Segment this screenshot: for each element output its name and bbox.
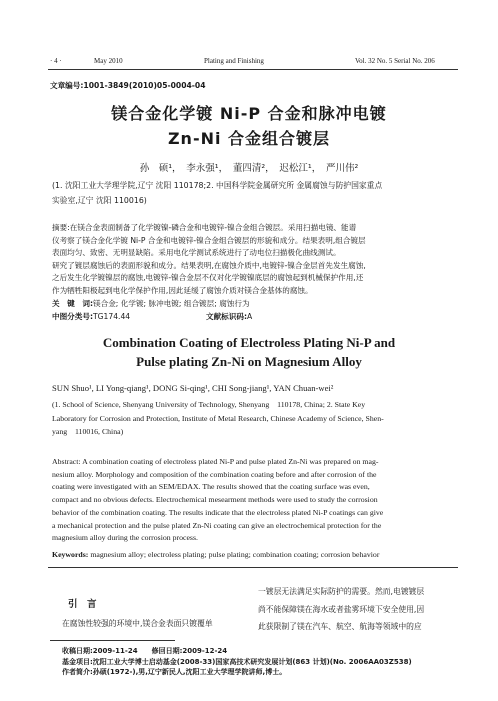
keywords-en-label: Keywords: bbox=[52, 550, 89, 559]
abstract-cn bbox=[52, 222, 366, 298]
journal-name: Plating and Finishing bbox=[204, 57, 264, 65]
abstract-cn-line: 作为牺牲阳极起到电化学保护作用,因此延缓了腐蚀介质对镁合金基体的腐蚀。 bbox=[52, 285, 313, 295]
intro-right-text bbox=[258, 583, 424, 636]
clc-label: 中图分类号: bbox=[52, 312, 94, 321]
abstract-en-line: compact and no obvious defects. Electrochemical mesearment methods were used to study the corrosion bbox=[52, 495, 378, 505]
affiliation-en-line: Laboratory for Corrosion and Protection, Institute of Metal Research, Chinese Academy of Science, Shen- bbox=[52, 413, 384, 423]
abstract-cn-line: 研究了镀层腐蚀后的表面形貌和成分。结果表明,在腐蚀介质中,电镀锌-镍合金层首先发生腐蚀, bbox=[52, 260, 366, 270]
footnote-rule bbox=[50, 640, 175, 641]
abstract-cn-line: 摘要:在镁合金表面制备了化学镀镍-磷合金和电镀锌-镍合金组合镀层。采用扫描电镜、能谱 bbox=[52, 223, 357, 232]
abstract-cn-line: 表面均匀、致密、无明显缺陷。采用电化学测试系统进行了动电位扫描极化曲线测试。 bbox=[52, 248, 341, 258]
abstract-en-line: nesium alloy. Morphology and composition of the combination coating before and after corrosion of the bbox=[52, 469, 377, 479]
keywords-cn bbox=[52, 298, 250, 309]
document-code-value: A bbox=[247, 312, 253, 321]
affiliation-en-line: (1. School of Science, Shenyang University of Technology, Shenyang 110178, China; 2. State Key bbox=[52, 400, 366, 409]
abstract-cn-line: 仪考察了镁合金化学镀 Ni-P 合金和电镀锌-镍合金组合镀层的形貌和成分。结果表明,组合镀层 bbox=[52, 235, 366, 245]
section-rule bbox=[48, 567, 458, 568]
clc-value: TG174.44 bbox=[93, 312, 131, 321]
affiliation-cn-line1: (1. 沈阳工业大学理学院,辽宁 沈阳 110178;2. 中国科学院金属研究所 金属腐蚀与防护国家重点 bbox=[52, 181, 383, 190]
authors-cn: 孙 硕¹， 李永强¹， 董四清²， 迟松江¹， 严川伟² bbox=[139, 163, 359, 174]
intro-right-line: 尚不能保障镁在海水或者盐雾环境下安全使用,因 bbox=[258, 604, 425, 614]
keywords-en-text: magnesium alloy; electroless plating; pulse plating; combination coating; corrosion behavior bbox=[90, 550, 380, 559]
volume-info: Vol. 32 No. 5 Serial No. 206 bbox=[355, 57, 435, 65]
abstract-en-line: behavior of the combination coating. The results indicate that the electroless plated Ni-P coatings can give bbox=[52, 507, 384, 517]
abstract-cn-line: 之后发生化学镀镍层的腐蚀,电镀锌-镍合金层不仅对化学镀镍底层的腐蚀起到机械保护作用,还 bbox=[52, 273, 364, 283]
header-rule bbox=[48, 69, 458, 70]
intro-heading: 引 言 bbox=[68, 599, 97, 610]
footnote-author: 作者简介:孙硕(1972-),男,辽宁新民人,沈阳工业大学理学院讲师,博士。 bbox=[62, 668, 287, 676]
page-number: · 4 · bbox=[50, 57, 62, 65]
footnote-dates: 收稿日期:2009-11-24 修回日期:2009-12-24 bbox=[62, 647, 228, 655]
document-code bbox=[206, 311, 252, 322]
title-en-line1: Combination Coating of Electroless Plating Ni-P and bbox=[102, 335, 396, 350]
affiliation-en bbox=[52, 398, 384, 439]
document-code-label: 文献标识码: bbox=[206, 312, 248, 321]
intro-left-text: 在腐蚀性较强的环境中,镁合金表面只镀覆单 bbox=[62, 619, 213, 628]
footnotes bbox=[62, 646, 412, 678]
title-cn-line2: Zn-Ni 合金组合镀层 bbox=[167, 129, 331, 148]
abstract-en bbox=[52, 456, 383, 545]
keywords-cn-text: 镁合金; 化学镀; 脉冲电镀; 组合镀层; 腐蚀行为 bbox=[93, 299, 250, 308]
intro-right-line: 一镀层无法满足实际防护的需要。然而,电镀镀层 bbox=[258, 587, 425, 596]
abstract-en-line: coating were investigated with an SEM/EDAX. The results showed that the coating surface was even, bbox=[52, 482, 370, 492]
keywords-cn-label: 关 键 词: bbox=[52, 299, 94, 308]
title-en-line2: Pulse plating Zn-Ni on Magnesium Alloy bbox=[136, 354, 362, 369]
keywords-en bbox=[52, 550, 379, 559]
affiliation-cn-line2: 实验室,辽宁 沈阳 110016) bbox=[52, 196, 147, 205]
abstract-en-line: magnesium alloy during the corrosion process. bbox=[52, 533, 198, 543]
abstract-en-line: Abstract: A combination coating of electroless plated Ni-P and pulse plated Zn-Ni was prepared on mag- bbox=[52, 457, 379, 466]
clc-number bbox=[52, 311, 130, 322]
affiliation-en-line: yang 110016, China) bbox=[52, 427, 124, 436]
authors-en: SUN Shuo¹, LI Yong-qiang¹, DONG Si-qing¹, CHI Song-jiang¹, YAN Chuan-wei² bbox=[52, 383, 334, 393]
intro-right-line: 此获限制了镁在汽车、航空、航海等领域中的应 bbox=[258, 622, 422, 631]
article-number: 文章编号:1001-3849(2010)05-0004-04 bbox=[50, 81, 206, 90]
title-cn-line1: 镁合金化学镀 Ni-P 合金和脉冲电镀 bbox=[111, 104, 387, 123]
abstract-en-line: a mechanical protection and the pulse plated Zn-Ni coating can give an electrochemical protection for the bbox=[52, 520, 382, 530]
issue-date: May 2010 bbox=[94, 57, 123, 65]
footnote-funding: 基金项目:沈阳工业大学博士启动基金(2008-33)国家高技术研究发展计划(863 计划)(No. 2006AA03Z538) bbox=[62, 657, 412, 666]
